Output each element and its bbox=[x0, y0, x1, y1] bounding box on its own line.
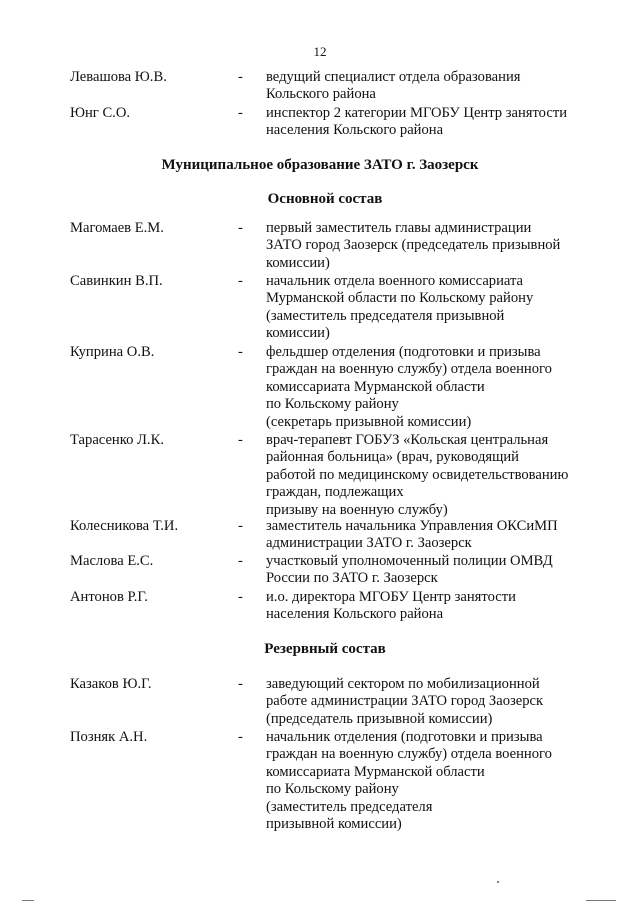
scan-edge-mark-right bbox=[586, 900, 616, 901]
member-dash: - bbox=[238, 432, 243, 448]
member-name: Маслова Е.С. bbox=[70, 553, 154, 569]
member-role: и.о. директора МГОБУ Центр занятости населения Кольского района bbox=[266, 589, 516, 623]
member-name: Казаков Ю.Г. bbox=[70, 676, 152, 692]
member-role: ведущий специалист отдела образования Кольского района bbox=[266, 69, 521, 103]
member-role: фельдшер отделения (подготовки и призыва граждан на военную службу) отдела военного комиссариата Мурманской области по Кольскому району (секретарь призывной комиссии) bbox=[266, 344, 552, 430]
member-dash: - bbox=[238, 553, 243, 569]
member-dash: - bbox=[238, 518, 243, 534]
member-role: заведующий сектором по мобилизационной работе администрации ЗАТО город Заозерск (председатель призывной комиссии) bbox=[266, 676, 544, 727]
member-dash: - bbox=[238, 105, 243, 121]
member-dash: - bbox=[238, 273, 243, 289]
member-role: участковый уполномоченный полиции ОМВД России по ЗАТО г. Заозерск bbox=[266, 553, 553, 587]
member-name: Магомаев Е.М. bbox=[70, 220, 164, 236]
member-name: Антонов Р.Г. bbox=[70, 589, 148, 605]
member-dash: - bbox=[238, 69, 243, 85]
page-number: 12 bbox=[313, 44, 327, 59]
member-role: первый заместитель главы администрации ЗАТО город Заозерск (председатель призывной комиссии) bbox=[266, 220, 561, 271]
member-dash: - bbox=[238, 589, 243, 605]
member-role: начальник отдела военного комиссариата Мурманской области по Кольскому району (заместитель председателя призывной комиссии) bbox=[266, 273, 534, 342]
member-dash: - bbox=[238, 344, 243, 360]
reserve-composition-heading: Резервный состав bbox=[264, 641, 386, 657]
member-dash: - bbox=[238, 729, 243, 745]
scan-speck bbox=[497, 881, 499, 883]
member-role: заместитель начальника Управления ОКСиМП администрации ЗАТО г. Заозерск bbox=[266, 518, 558, 552]
municipality-heading: Муниципальное образование ЗАТО г. Заозерск bbox=[161, 157, 479, 173]
main-composition-heading: Основной состав bbox=[267, 191, 383, 207]
scan-edge-mark-left bbox=[22, 900, 34, 901]
member-name: Тарасенко Л.К. bbox=[70, 432, 164, 448]
member-dash: - bbox=[238, 676, 243, 692]
member-name: Позняк А.Н. bbox=[70, 729, 148, 745]
member-role: начальник отделения (подготовки и призыва граждан на военную службу) отдела военного комиссариата Мурманской области по Кольскому району (заместитель председателя призывной комиссии) bbox=[266, 729, 552, 833]
member-role: инспектор 2 категории МГОБУ Центр занятости населения Кольского района bbox=[266, 105, 568, 139]
member-name: Левашова Ю.В. bbox=[70, 69, 167, 85]
member-name: Юнг С.О. bbox=[70, 105, 131, 121]
member-dash: - bbox=[238, 220, 243, 236]
member-role: врач-терапевт ГОБУЗ «Кольская центральная районная больница» (врач, руководящий работой по медицинскому освидетельствованию граждан, подлежащих призыву на военную службу) bbox=[266, 432, 569, 518]
member-name: Куприна О.В. bbox=[70, 344, 155, 360]
member-name: Савинкин В.П. bbox=[70, 273, 163, 289]
member-name: Колесникова Т.И. bbox=[70, 518, 179, 534]
